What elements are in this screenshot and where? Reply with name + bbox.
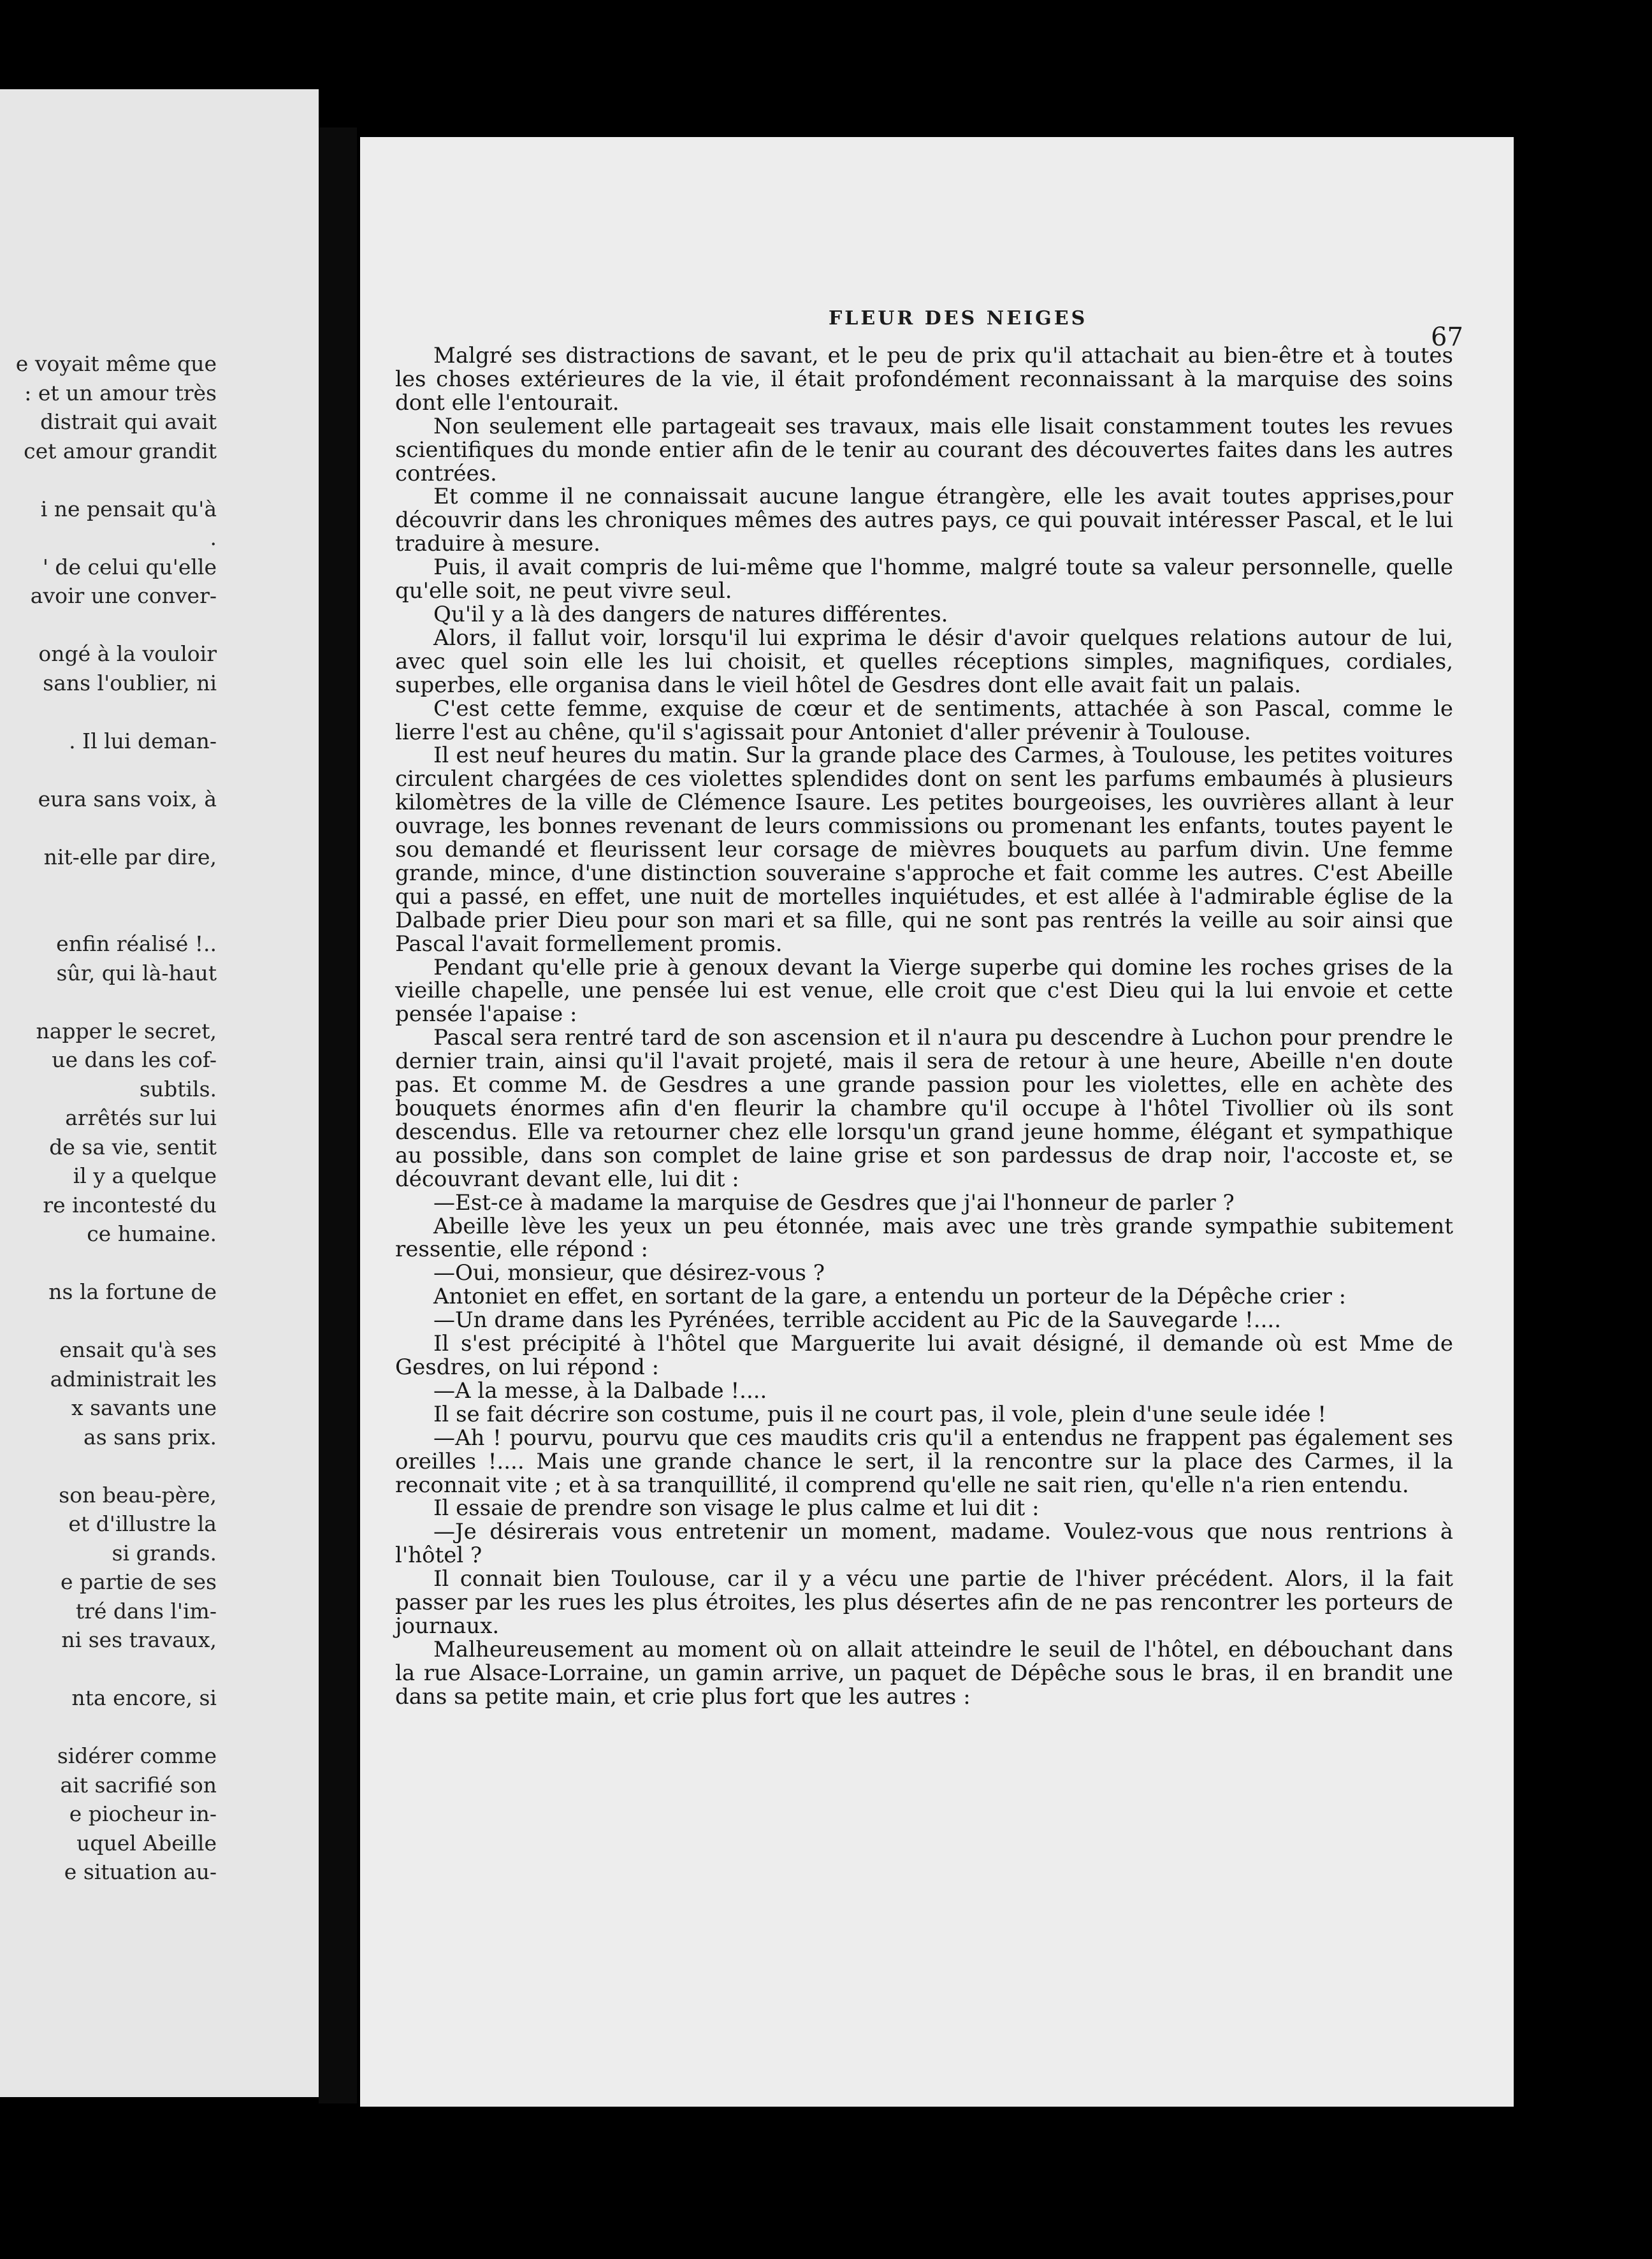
left-page-line: . (210, 525, 217, 550)
left-page-line: il y a quelque (73, 1163, 217, 1188)
left-page-line: ait sacrifié son (60, 1772, 217, 1798)
left-page-line: : et un amour très (24, 380, 217, 405)
left-page-text (0, 349, 319, 1887)
left-page-line: tré dans l'im- (75, 1598, 217, 1623)
left-page-line: cet amour grandit (24, 438, 217, 463)
left-page-line (0, 465, 319, 495)
paragraph: Et comme il ne connaissait aucune langue étrangère, elle les avait toutes apprises,pour découvrir dans les chroniques mêmes des autres pays, ce qui pouvait intéresser Pascal, et le lui traduire à mesure. (395, 484, 1453, 557)
left-page-line: nta encore, si (71, 1685, 217, 1710)
dialogue-line: —Un drame dans les Pyrénées, terrible accident au Pic de la Sauvegarde !.... (433, 1307, 1282, 1333)
paragraph: Qu'il y a là des dangers de natures différentes. (433, 601, 948, 627)
left-page-line (0, 871, 319, 901)
left-page-line: as sans prix. (83, 1424, 217, 1449)
left-page-line: distrait qui avait (40, 409, 217, 434)
left-page-line (0, 813, 319, 843)
paragraph: Pendant qu'elle prie à genoux devant la Vierge superbe qui domine les roches grises de la vieille chapelle, une pensée lui est venue, elle croit que c'est Dieu qui la lui envoie et cette pensée l'apaise : (395, 954, 1453, 1028)
left-page-line: si grands. (112, 1540, 217, 1565)
paragraph: C'est cette femme, exquise de cœur et de sentiments, attachée à son Pascal, comme le lierre l'est au chêne, qu'il s'agissait pour Antoniet d'aller prévenir à Toulouse. (395, 695, 1453, 745)
left-page-line: i ne pensait qu'à (40, 496, 217, 521)
left-page-line: ue dans les cof- (52, 1047, 217, 1072)
left-page-line: ce humaine. (87, 1221, 217, 1246)
paragraph: Il essaie de prendre son visage le plus calme et lui dit : (433, 1495, 1040, 1522)
left-page-line: et d'illustre la (68, 1511, 217, 1536)
paragraph: Antoniet en effet, en sortant de la gare, a entendu un porteur de la Dépêche crier : (433, 1284, 1347, 1310)
left-page-line: . Il lui deman- (69, 728, 217, 753)
left-page-line (0, 1451, 319, 1481)
paragraph: Il s'est précipité à l'hôtel que Marguerite lui avait désigné, il demande où est Mme de Gesdres, on lui répond : (395, 1331, 1453, 1380)
paragraph: Pascal sera rentré tard de son ascension et il n'aura pu descendre à Luchon pour prendre le dernier train, ainsi qu'il l'avait projeté, mais il sera de retour à une heure, Abeille n'en doute pas. Et comme M. de Gesdres a une grande passion pour les violettes, elle en achète des bouquets énormes afin d'en fleurir la chambre qu'il occupe à l'hôtel Tivollier où ils sont descendus. Elle va retourner chez elle lorsqu'un grand jeune homme, élégant et sympathique au possible, dans son complet de laine grise et son pardessus de drap noir, l'accoste et, se découvrant devant elle, lui dit : (395, 1025, 1453, 1192)
left-page-line: nit-elle par dire, (43, 844, 217, 869)
dialogue-line: —Ah ! pourvu, pourvu que ces maudits cris qu'il a entendus ne frappent pas également ses oreilles !.... Mais une grande chance le sert, il la rencontre sur la place des Carmes, il la reconnait vite ; et à sa tranquillité, il comprend qu'elle ne sait rien, qu'elle n'a rien entendu. (395, 1425, 1453, 1498)
left-page-line: re incontesté du (43, 1192, 217, 1217)
left-page-line: avoir une conver- (30, 583, 217, 608)
left-page-line: e piocheur in- (69, 1801, 217, 1826)
left-page-line (0, 611, 319, 640)
left-page-line: de sa vie, sentit (49, 1134, 217, 1159)
left-page-line: ongé à la vouloir (38, 641, 217, 666)
left-page-line: eura sans voix, à (38, 786, 217, 811)
left-page-line: son beau-père, (59, 1482, 217, 1507)
left-page-line: e partie de ses (61, 1569, 217, 1594)
left-page-line: administrait les (50, 1366, 217, 1391)
paragraph: Il se fait décrire son costume, puis il ne court pas, il vole, plein d'une seule idée ! (433, 1401, 1327, 1427)
paragraph: Il est neuf heures du matin. Sur la grande place des Carmes, à Toulouse, les petites voitures circulent chargées de ces violettes splendides dont on sent les parfums embaumés à plusieurs kilomètres de la ville de Clémence Isaure. Les petites bourgeoises, les ouvrières allant à leur ouvrage, les bonnes revenant de leurs commissions ou promenant les enfants, toutes payent le sou demandé et fleurissent leur corsage de mièvres bouquets au parfum divin. Une femme grande, mince, d'une distinction souveraine s'approche et fait comme les autres. C'est Abeille qui a passé, en effet, une nuit de mortelles inquiétudes, et est allée à l'admirable église de la Dalbade prier Dieu pour son mari et sa fille, qui ne sont pas rentrés la veille au soir ainsi que Pascal l'avait formellement promis. (395, 743, 1453, 957)
left-page-line: x savants une (71, 1395, 217, 1420)
left-page-line (0, 901, 319, 930)
paragraph: Malheureusement au moment où on allait atteindre le seuil de l'hôtel, en débouchant dans la rue Alsace-Lorraine, un gamin arrive, un paquet de Dépêche sous le bras, il en brandit une dans sa petite main, et crie plus fort que les autres : (395, 1636, 1453, 1710)
left-page-line: e voyait même que (15, 351, 217, 376)
left-page-line: subtils. (139, 1076, 217, 1101)
dialogue-line: —Est-ce à madame la marquise de Gesdres que j'ai l'honneur de parler ? (433, 1189, 1235, 1216)
paragraph: Il connait bien Toulouse, car il y a vécu une partie de l'hiver précédent. Alors, il la fait passer par les rues les plus étroites, les plus désertes afin de ne pas rencontrer les porteurs de journaux. (395, 1566, 1453, 1639)
dialogue-line: —Oui, monsieur, que désirez-vous ? (433, 1260, 825, 1286)
book-gutter (319, 127, 357, 2103)
paragraph: Puis, il avait compris de lui-même que l'homme, malgré toute sa valeur personnelle, quelle qu'elle soit, ne peut vivre seul. (395, 555, 1453, 604)
left-page-line (0, 1249, 319, 1278)
left-page-line: uquel Abeille (76, 1830, 217, 1856)
left-page-line: enfin réalisé !.. (56, 931, 217, 956)
left-page-line (0, 987, 319, 1017)
left-page-line (0, 1655, 319, 1684)
left-page-line: ns la fortune de (48, 1279, 217, 1304)
paragraph: Alors, il fallut voir, lorsqu'il lui exprima le désir d'avoir quelques relations autour de lui, avec quel soin elle les lui choisit, et quelles réceptions simples, magnifiques, cordiales, superbes, elle organisa dans le vieil hôtel de Gesdres dont elle avait fait un palais. (395, 625, 1453, 698)
left-page-line (0, 697, 319, 727)
left-page-line: arrêtés sur lui (65, 1105, 217, 1130)
paragraph: Abeille lève les yeux un peu étonnée, mais avec une très grande sympathie subitement ressentie, elle répond : (395, 1213, 1453, 1263)
left-page-line: napper le secret, (36, 1018, 217, 1043)
left-page-line: ni ses travaux, (61, 1627, 217, 1652)
left-page-line: sidérer comme (57, 1743, 217, 1768)
page-number: 67 (1431, 323, 1463, 352)
paragraph: Malgré ses distractions de savant, et le peu de prix qu'il attachait au bien-être et à toutes les choses extérieures de la vie, il était profondément reconnaissant à la marquise des soins dont elle l'entourait. (395, 343, 1453, 416)
dialogue-line: —Je désirerais vous entretenir un moment, madame. Voulez-vous que nous rentrions à l'hôtel ? (395, 1519, 1453, 1569)
left-page-line: e situation au- (64, 1859, 217, 1884)
dialogue-line: —A la messe, à la Dalbade !.... (433, 1377, 767, 1404)
running-head: FLEUR DES NEIGES (829, 307, 1088, 330)
left-page-line: sûr, qui là-haut (56, 960, 217, 985)
left-page-line (0, 1307, 319, 1336)
left-page-line (0, 755, 319, 785)
paragraph: Non seulement elle partageait ses travaux, mais elle lisait constamment toutes les revues scientifiques du monde entier afin de le tenir au courant des découvertes faites dans les autres contrées. (395, 413, 1453, 486)
left-page-line: ' de celui qu'elle (42, 554, 217, 579)
left-page-line: ensait qu'à ses (59, 1337, 217, 1362)
body-text (395, 344, 1453, 1709)
left-page-line (0, 1713, 319, 1742)
left-page-line: sans l'oublier, ni (43, 670, 217, 695)
